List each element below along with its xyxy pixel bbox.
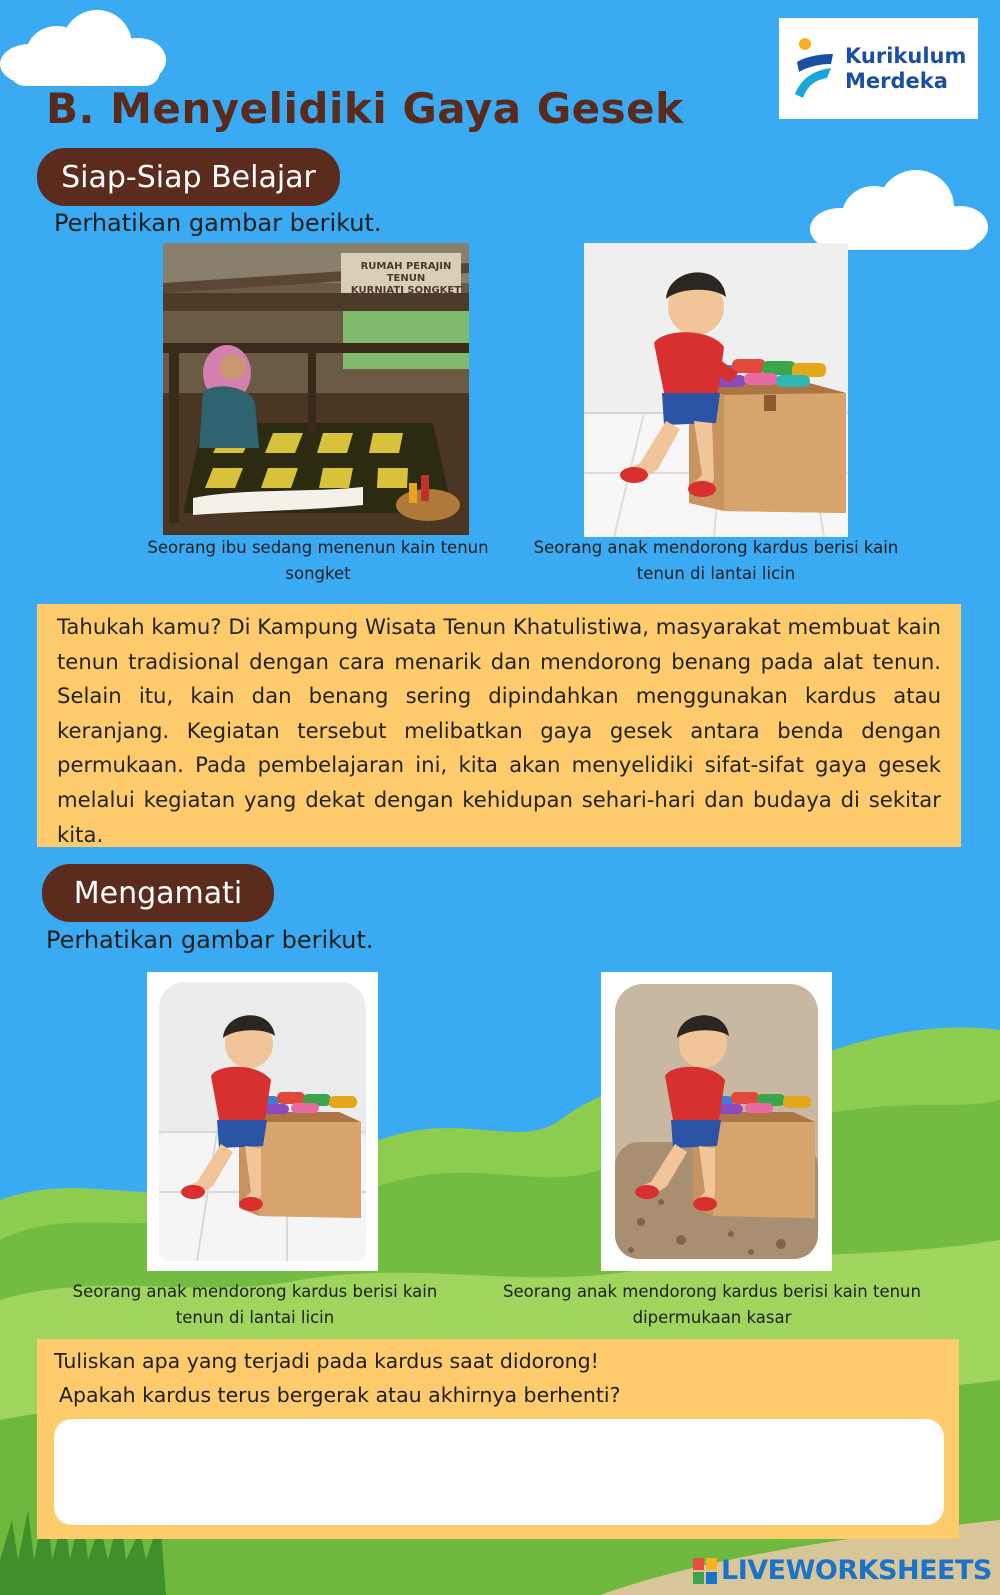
- section1-lead: Perhatikan gambar berikut.: [54, 209, 382, 237]
- weaving-sign-line-1: RUMAH PERAJIN TENUN: [360, 261, 452, 284]
- boy-pushing-box-smooth-floor: [147, 972, 378, 1271]
- rough-ground-caption: [492, 1279, 932, 1331]
- cloud-top-right: [810, 170, 990, 252]
- logo-line-2: Merdeka: [845, 68, 948, 93]
- question-box: [37, 1339, 959, 1539]
- section-label-mengamati: Mengamati: [42, 864, 274, 922]
- logo-line-1: Kurikulum: [845, 43, 967, 68]
- question-line-2: Apakah kardus terus bergerak atau akhirnya berhenti?: [59, 1383, 621, 1407]
- rough-ground-caption-line-1: Seorang anak mendorong kardus berisi kain tenun: [503, 1282, 921, 1301]
- weaving-caption-line-2: songket: [285, 564, 351, 583]
- boy-photo-caption-line-1: Seorang anak mendorong kardus berisi kain: [533, 538, 899, 557]
- smooth-floor-caption-line-1: Seorang anak mendorong kardus berisi kain: [72, 1282, 438, 1301]
- info-box: [37, 604, 961, 847]
- rough-ground-caption-line-2: dipermukaan kasar: [632, 1308, 792, 1327]
- boy-photo-caption: [528, 535, 904, 587]
- logo-text: [845, 44, 966, 94]
- boy-photo-caption-line-2: tenun di lantai licin: [636, 564, 796, 583]
- answer-field[interactable]: [54, 1419, 944, 1525]
- boy-pushing-box-rough-ground: [601, 972, 832, 1271]
- weaving-photo: [163, 243, 469, 535]
- weaving-caption: [128, 535, 508, 587]
- weaving-caption-line-1: Seorang ibu sedang menenun kain tenun: [147, 538, 489, 557]
- question-line-1: Tuliskan apa yang terjadi pada kardus saat didorong!: [54, 1349, 599, 1373]
- cloud-top-left: [0, 8, 172, 84]
- smooth-floor-caption-line-2: tenun di lantai licin: [175, 1308, 335, 1327]
- smooth-floor-caption: [62, 1279, 448, 1331]
- liveworksheets-logo: [693, 1555, 992, 1586]
- liveworksheets-text: LIVEWORKSHEETS: [721, 1555, 992, 1586]
- liveworksheets-icon: [693, 1558, 717, 1584]
- kurikulum-merdeka-mark-icon: [791, 34, 837, 104]
- page-title: B. Menyelidiki Gaya Gesek: [46, 84, 684, 133]
- weaving-sign-line-2: KURNIATI SONGKET: [350, 285, 462, 296]
- kurikulum-merdeka-logo: [779, 18, 978, 119]
- section2-lead: Perhatikan gambar berikut.: [46, 926, 374, 954]
- boy-pushing-box-photo: [584, 243, 848, 537]
- section-label-siap-siap-belajar: Siap-Siap Belajar: [37, 148, 340, 206]
- info-text: Tahukah kamu? Di Kampung Wisata Tenun Khatulistiwa, masyarakat membuat kain tenun tradisional dengan cara menarik dan mendorong benang pada alat tenun. Selain itu, kain dan benang sering dipindahkan menggunakan kardus atau keranjang. Kegiatan tersebut melibatkan gaya gesek antara benda dengan permukaan. Pada pembelajaran ini, kita akan menyelidiki sifat-sifat gaya gesek melalui kegiatan yang dekat dengan kehidupan sehari-hari dan budaya di sekitar kita.: [57, 614, 941, 847]
